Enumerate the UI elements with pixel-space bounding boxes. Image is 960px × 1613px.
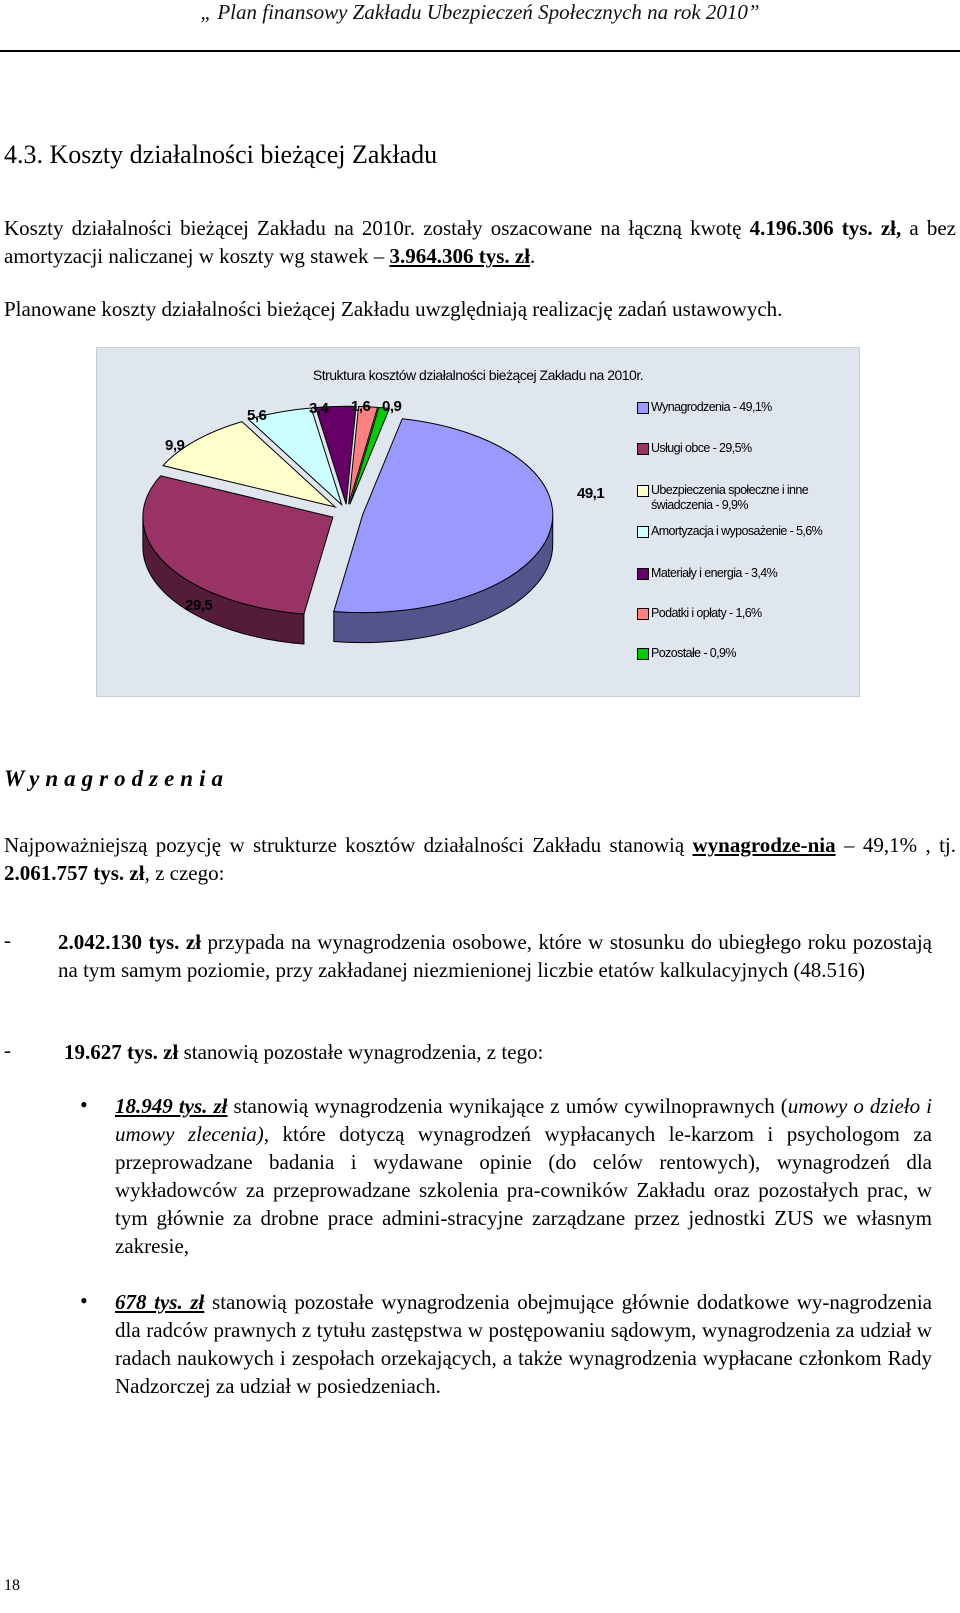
data-label-0: 49,1	[577, 485, 605, 502]
legend-label: Amortyzacja i wyposażenie - 5,6%	[651, 524, 823, 538]
legend-swatch	[637, 485, 649, 497]
bullet-item-civil-contracts	[115, 1092, 932, 1260]
intro-text: .	[530, 244, 536, 268]
other-wages-amount: 19.627 tys. zł	[64, 1040, 179, 1064]
additional-wages-text: stanowią pozostałe wynagrodzenia obejmujące głównie dodatkowe wy-nagrodzenia dla radców prawnych z tytułu zastępstwa w postępowaniu sądowym, wynagrodzenia za udział w radach naukowych i zespołach orzekających, a także wynagrodzenia wypłacane członkom Rady Nadzorczej za udział w posiedzeniach.	[115, 1290, 932, 1398]
other-wages-text: stanowią pozostałe wynagrodzenia, z tego:	[178, 1040, 544, 1064]
bullet-marker: •	[80, 1288, 88, 1313]
bullet-marker: •	[80, 1092, 88, 1117]
legend-swatch	[637, 608, 649, 620]
intro-paragraph-2: Planowane koszty działalności bieżącej Zakładu uwzględniają realizację zadań ustawowych.	[4, 297, 783, 321]
legend-label: Ubezpieczenia społeczne i inne świadczenia - 9,9%	[651, 483, 809, 512]
total-cost-amount: 4.196.306 tys. zł,	[749, 216, 902, 240]
legend-label: Pozostałe - 0,9%	[651, 646, 736, 660]
civil-contracts-text: stanowią wynagrodzenia wynikające z umów cywilnoprawnych (	[227, 1094, 788, 1118]
civil-contracts-italic: umowy o dzieło i umowy zlecenia),	[115, 1094, 932, 1146]
wages-text: , z czego:	[144, 861, 225, 885]
chart-title: Struktura kosztów działalności bieżącej Zakładu na 2010r.	[312, 367, 644, 383]
data-label-6: 0,9	[382, 398, 402, 415]
legend-label: Wynagrodzenia - 49,1%	[651, 400, 772, 414]
intro-paragraph-1	[4, 214, 956, 270]
wages-amount: 2.061.757 tys. zł	[4, 861, 145, 885]
document-header: „ Plan finansowy Zakładu Ubezpieczeń Społecznych na rok 2010”	[200, 0, 760, 24]
page-number: 18	[4, 1577, 20, 1594]
wages-text: Najpoważniejszą pozycję w strukturze kosztów działalności Zakładu stanowią	[4, 833, 693, 857]
data-label-1: 29,5	[185, 597, 213, 614]
bullet-item-additional-wages	[115, 1288, 932, 1400]
section-title: 4.3. Koszty działalności bieżącej Zakładu	[4, 140, 438, 169]
pie-chart	[97, 348, 637, 696]
legend-swatch	[637, 443, 649, 455]
intro-text: Koszty działalności bieżącej Zakładu na 2010r. zostały oszacowane na łączną kwotę	[4, 216, 750, 240]
legend-label: Usługi obce - 29,5%	[651, 441, 752, 455]
data-label-2: 9,9	[165, 437, 185, 454]
legend-swatch	[637, 526, 649, 538]
legend-swatch	[637, 402, 649, 414]
dash-item-personal-wages	[58, 928, 932, 984]
legend-label: Materiały i energia - 3,4%	[651, 566, 778, 580]
cost-without-amortization: 3.964.306 tys. zł	[389, 244, 531, 268]
legend-label: Podatki i opłaty - 1,6%	[651, 606, 762, 620]
data-label-4: 3,4	[309, 400, 329, 417]
personal-wages-text: przypada na wynagrodzenia osobowe, które w stosunku do ubiegłego roku pozostają na tym samym poziomie, przy zakładanej niezmienionej liczbie etatów kalkulacyjnych (48.516)	[58, 930, 933, 982]
header-rule	[0, 50, 960, 52]
legend-swatch	[637, 568, 649, 580]
dash-marker: -	[4, 928, 11, 952]
data-label-3: 5,6	[247, 407, 267, 424]
dash-item-other-wages	[64, 1038, 932, 1066]
civil-contracts-amount: 18.949 tys. zł	[115, 1094, 228, 1118]
wages-paragraph	[4, 831, 956, 887]
personal-wages-amount: 2.042.130 tys. zł	[58, 930, 202, 954]
additional-wages-amount: 678 tys. zł	[115, 1290, 205, 1314]
cost-structure-chart	[96, 347, 860, 697]
intro-text: a bez amortyzacji naliczanej w koszty wg stawek –	[4, 216, 956, 268]
legend-swatch	[637, 648, 649, 660]
wages-heading: Wynagrodzenia	[4, 766, 229, 791]
dash-marker: -	[4, 1038, 11, 1062]
wages-term: wynagrodze-nia	[692, 833, 836, 857]
civil-contracts-text: które dotyczą wynagrodzeń wypłacanych le-karzom i psychologom za przeprowadzane badania i wydawane opinie (do celów rentowych), wynagrodzeń dla wykładowców za przeprowadzane szkolenia pra-cowników Zakładu oraz pozostałych prac, w tym głównie za drobne prace admini-stracyjne zarządzane przez jednostki ZUS we własnym zakresie,	[115, 1122, 932, 1258]
wages-text: – 49,1% , tj.	[835, 833, 956, 857]
data-label-5: 1,6	[351, 398, 371, 415]
